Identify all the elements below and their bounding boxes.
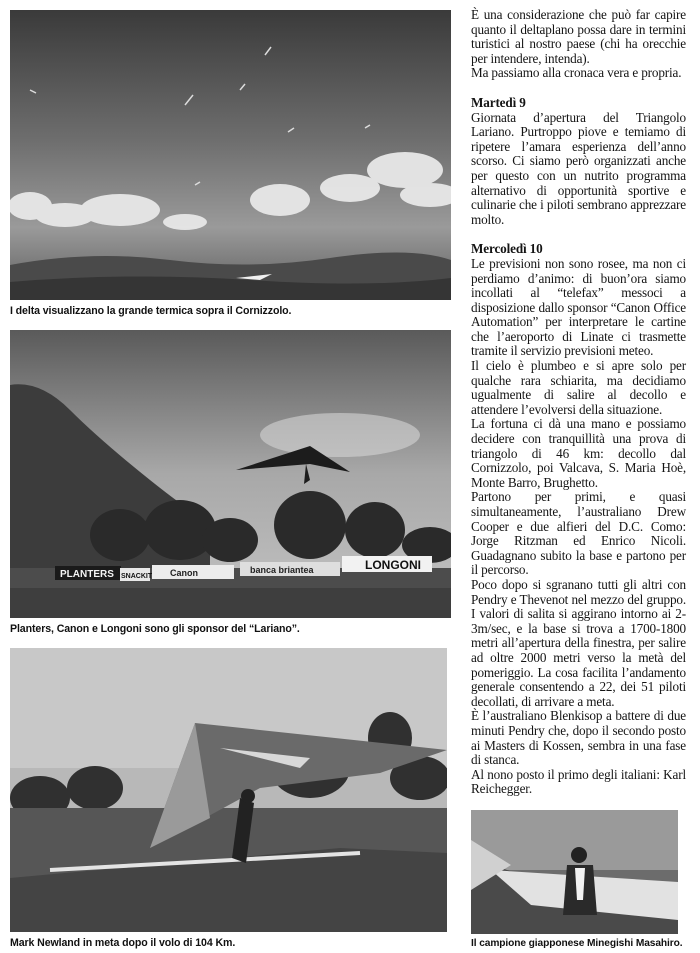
banner-banca-briantea: banca briantea <box>250 565 314 575</box>
banner-snackit: SNACKIT <box>121 573 153 580</box>
caption-photo-1: I delta visualizzano la grande termica sopra il Cornizzolo. <box>10 305 292 317</box>
photo-mark-newland <box>10 648 447 932</box>
mercoledi-paragraph-2: Il cielo è plumbeo e si apre solo per qualche rara schiarita, ma decidiamo ugualmente di salire al decollo e attendere l’evolversi della situazione. <box>471 358 686 417</box>
banner-canon: Canon <box>170 568 198 578</box>
photo-thermal-cornizzolo <box>10 10 451 300</box>
banner-planters: PLANTERS <box>60 569 114 580</box>
mercoledi-paragraph-3: La fortuna ci dà una mano e possiamo decidere con tranquillità una prova di triangolo di 46 km: decollo dal Cornizzolo, poi Valcava, S. Maria Hoè, Monte Barro, Brughetto. <box>471 416 686 490</box>
mercoledi-paragraph-1: Le previsioni non sono rosee, ma non ci perdiamo d’animo: di buon’ora siamo incollati al “telefax” messoci a disposizione dallo sponsor “Canon Office Automation” per interpretare le cartine che l’aeroporto di Linate ci trasmette tramite il servizio previsioni meteo. <box>471 255 686 359</box>
section-heading-mercoledi: Mercoledì 10 <box>471 241 543 257</box>
caption-photo-2: Planters, Canon e Longoni sono gli sponsor del “Lariano”. <box>10 623 300 635</box>
banner-longoni: LONGONI <box>365 558 421 572</box>
article-column <box>471 8 686 797</box>
mercoledi-paragraph-6: È l’australiano Blenkisop a battere di due minuti Pendry che, dopo il secondo posto ai Masters di Kossen, sembra in una fase di stanca. <box>471 708 686 768</box>
martedi-paragraph-1: Giornata d’apertura del Triangolo Lariano. Purtroppo piove e temiamo di ripetere l’amara esperienza dell’anno scorso. Ci siamo però organizzati anche per questo con un nutrito programma alternativo di opportunità sportive e culinarie che i piloti sembrano apprezzare molto. <box>471 109 686 227</box>
intro-paragraph-1: È una considerazione che può far capire quanto il deltaplano possa dare in termini turistici al nostro paese (chi ha orecchie per intendere, intenda). <box>471 7 686 66</box>
mercoledi-paragraph-4: Partono per primi, e quasi simultaneamente, l’australiano Drew Cooper e due alfieri del D.C. Como: Jorge Ritzman ed Enrico Nicoli. Guadagnano subito la base e partono per il percorso. <box>471 489 686 578</box>
intro-paragraph-2: Ma passiamo alla cronaca vera e propria. <box>471 65 682 81</box>
photo-sponsors-field <box>10 330 451 618</box>
mercoledi-paragraph-7: Al nono posto il primo degli italiani: Karl Reichegger. <box>471 766 686 797</box>
mercoledi-paragraph-5: Poco dopo si sgranano tutti gli altri con Pendry e Thevenot nel mezzo del gruppo. I valori di salita si aggirano intorno ai 2-3m/sec, e la base si trova a 1700-1800 metri all’apertura della finestra, per salire ad oltre 2000 metri verso la metà del pomeriggio. La cosa facilita l’andamento generale consentendo a 22, dei 51 piloti decollati, di arrivare a meta. <box>471 576 686 709</box>
photo-minegishi-masahiro <box>471 810 678 934</box>
caption-photo-4: Il campione giapponese Minegishi Masahiro. <box>471 938 683 949</box>
section-heading-martedi: Martedì 9 <box>471 94 526 110</box>
caption-photo-3: Mark Newland in meta dopo il volo di 104 Km. <box>10 937 236 949</box>
